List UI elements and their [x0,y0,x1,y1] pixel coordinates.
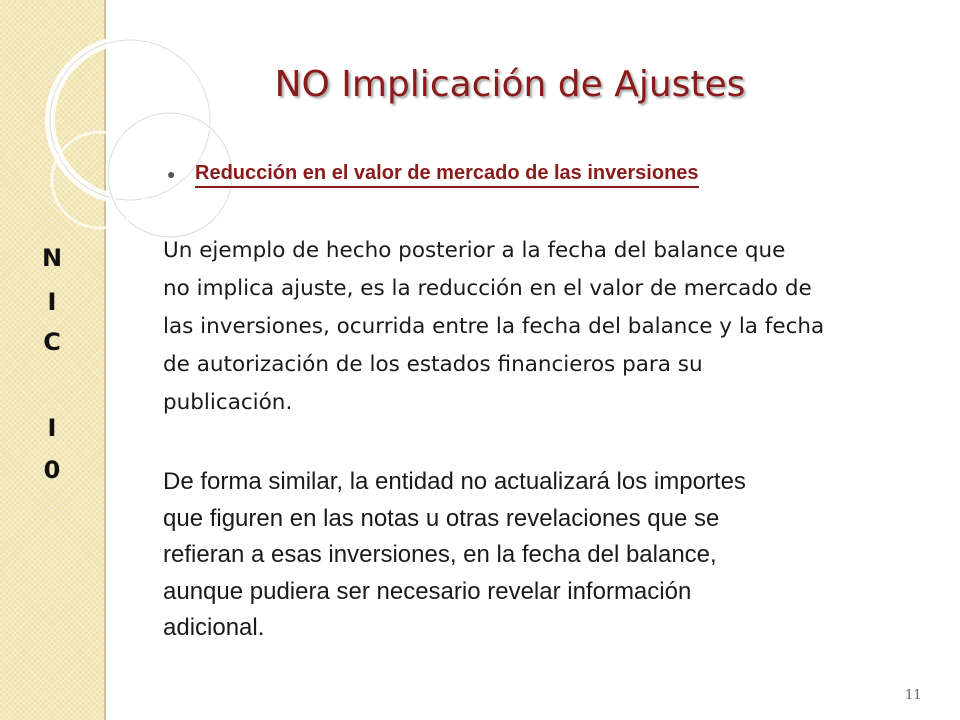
paragraph-2-line: que figuren en las notas u otras revelaciones que se [163,504,720,532]
side-letter-c: C [43,328,61,356]
side-letter-1: I [47,414,57,442]
slide-title: NO Implicación de Ajustes [274,64,746,105]
paragraph-1-line: de autorización de los estados financieros para su [163,352,703,377]
paragraph-1 [163,232,953,422]
paragraph-2-line: aunque pudiera ser necesario revelar información [163,577,692,605]
paragraph-2-line: refieran a esas inversiones, en la fecha del balance, [163,541,717,568]
paragraph-1-line: Un ejemplo de hecho posterior a la fecha del balance que [163,238,786,263]
bullet-heading: Reducción en el valor de mercado de las inversiones [195,161,699,188]
side-letter-0: 0 [43,456,61,484]
sidebar-edge [104,0,106,720]
paragraph-1-line: publicación. [163,390,293,415]
paragraph-2-line: De forma similar, la entidad no actualizará los importes [163,468,746,495]
bullet-dot-icon: ● [167,166,176,182]
side-letter-n: N [41,244,63,272]
side-letter-i: I [47,288,57,316]
paragraph-1-line: las inversiones, ocurrida entre la fecha del balance y la fecha [163,314,825,339]
paragraph-2-line: adicional. [163,614,265,641]
paragraph-1-line: no implica ajuste, es la reducción en el valor de mercado de [163,276,812,301]
page-number: 11 [905,688,922,703]
paragraph-2 [163,464,953,647]
sidebar-band [0,0,104,720]
